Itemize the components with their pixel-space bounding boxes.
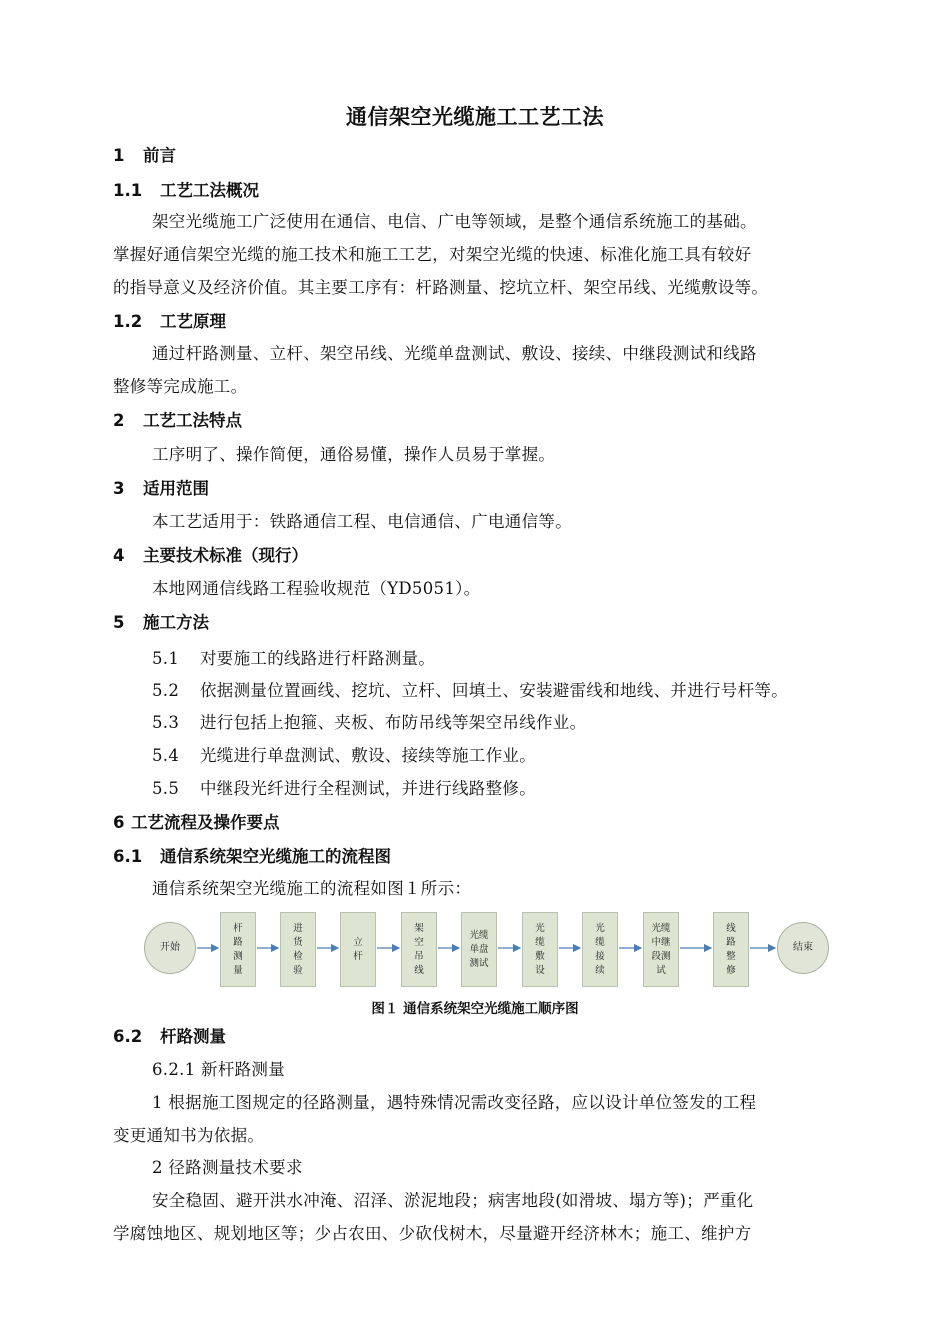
flow-step: 架 空 吊 线 [401,912,437,987]
flow-step: 光缆 单盘 测试 [461,912,497,987]
flow-step: 杆 路 测 量 [220,912,256,987]
paragraph-line: 本地网通信线路工程验收规范（YD5051）。 [152,579,481,598]
paragraph-line: 工序明了、操作简便，通俗易懂，操作人员易于掌握。 [152,445,556,464]
flow-step: 光 缆 接 续 [582,912,618,987]
list-item: 5.3 进行包括上抱箍、夹板、布防吊线等架空吊线作业。 [152,713,587,732]
flowchart [140,905,840,995]
flow-start-node: 开始 [144,922,196,974]
subheading-6-2-1: 6.2.1 新杆路测量 [152,1060,286,1079]
paragraph-line: 2 径路测量技术要求 [152,1158,303,1177]
heading-6-2: 6.2 杆路测量 [113,1027,226,1046]
heading-2: 2 工艺工法特点 [113,411,242,430]
paragraph-line: 本工艺适用于：铁路通信工程、电信通信、广电通信等。 [152,512,572,531]
list-item: 5.4 光缆进行单盘测试、敷设、接续等施工作业。 [152,746,536,765]
heading-3: 3 适用范围 [113,479,209,498]
flow-end-node: 结束 [777,922,829,974]
paragraph-line: 整修等完成施工。 [113,377,248,396]
document-title: 通信架空光缆施工工艺工法 [346,105,604,129]
list-item: 5.5 中继段光纤进行全程测试，并进行线路整修。 [152,779,536,798]
heading-6-1: 6.1 通信系统架空光缆施工的流程图 [113,847,391,866]
list-item: 5.1 对要施工的线路进行杆路测量。 [152,649,436,668]
paragraph-line: 1 根据施工图规定的径路测量，遇特殊情况需改变径路，应以设计单位签发的工程 [152,1093,757,1112]
paragraph-line: 通信系统架空光缆施工的流程如图１所示： [152,879,472,898]
paragraph-line: 学腐蚀地区、规划地区等；少占农田、少砍伐树木，尽量避开经济林木；施工、维护方 [113,1224,752,1243]
paragraph-line: 通过杆路测量、立杆、架空吊线、光缆单盘测试、敷设、接续、中继段测试和线路 [152,344,757,363]
heading-4: 4 主要技术标准（现行） [113,546,308,565]
flow-step: 光缆 中继 段测 试 [643,912,679,987]
paragraph-line: 架空光缆施工广泛使用在通信、电信、广电等领域，是整个通信系统施工的基础。 [152,212,757,231]
figure-caption: 图１ 通信系统架空光缆施工顺序图 [371,1001,579,1017]
heading-1: 1 前言 [113,146,176,165]
heading-1-1: 1.1 工艺工法概况 [113,181,259,200]
flow-step: 线 路 整 修 [713,912,749,987]
paragraph-line: 的指导意义及经济价值。其主要工序有：杆路测量、挖坑立杆、架空吊线、光缆敷设等。 [113,278,769,297]
paragraph-line: 安全稳固、避开洪水冲淹、沼泽、淤泥地段；病害地段(如滑坡、塌方等)；严重化 [152,1191,754,1210]
heading-6: 6 工艺流程及操作要点 [113,813,280,832]
list-item: 5.2 依据测量位置画线、挖坑、立杆、回填土、安装避雷线和地线、并进行号杆等。 [152,681,788,700]
flow-step: 立 杆 [340,912,376,987]
paragraph-line: 掌握好通信架空光缆的施工技术和施工工艺，对架空光缆的快速、标准化施工具有较好 [113,245,752,264]
heading-5: 5 施工方法 [113,613,209,632]
flow-step: 光 缆 敷 设 [522,912,558,987]
heading-1-2: 1.2 工艺原理 [113,312,226,331]
flow-step: 进 货 检 验 [280,912,316,987]
paragraph-line: 变更通知书为依据。 [113,1126,265,1145]
